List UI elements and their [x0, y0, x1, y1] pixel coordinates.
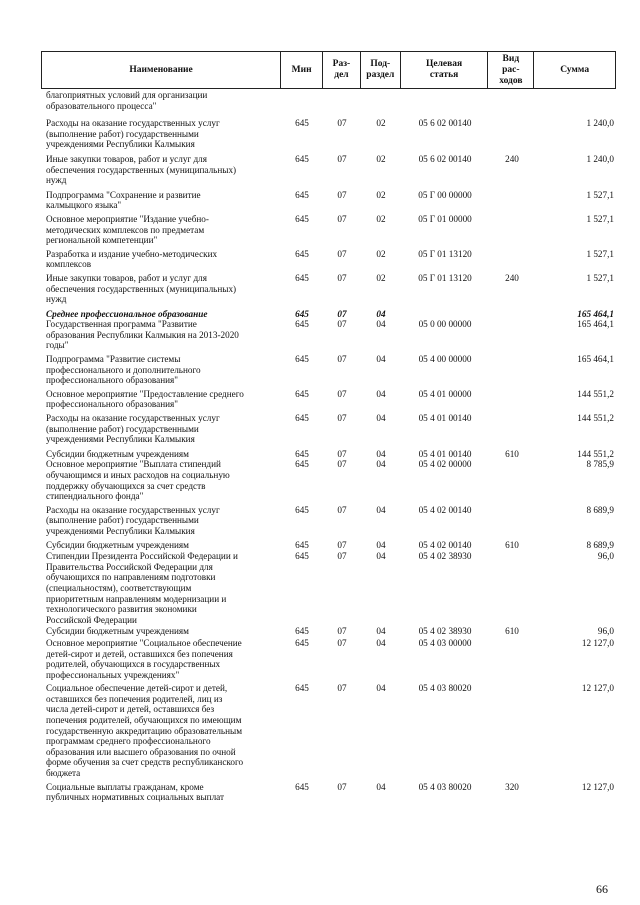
cell-name: Основное мероприятие "Издание учебно- методических комплексов по предметам региональной компетенции"	[46, 213, 209, 246]
cell-razdel: 07	[337, 189, 347, 200]
cell-razdel: 07	[337, 153, 347, 164]
cell-celevaya: 05 4 03 00000	[418, 637, 472, 648]
cell-vid: 320	[505, 781, 519, 792]
cell-min: 645	[295, 213, 309, 224]
table-row	[41, 551, 616, 625]
header-vid: Вид рас- ходов	[488, 52, 534, 88]
cell-razdel: 07	[337, 354, 347, 365]
cell-summa: 8 689,9	[586, 539, 614, 550]
table-row	[41, 459, 616, 501]
cell-celevaya: 05 4 03 80020	[418, 781, 472, 792]
cell-summa: 1 527,1	[586, 248, 614, 259]
cell-vid	[489, 249, 535, 270]
cell-razdel: 07	[337, 308, 347, 319]
cell-summa: 1 527,1	[586, 189, 614, 200]
cell-name: Расходы на оказание государственных услуг (выполнение работ) государственными учреждениями Республики Калмыкия	[46, 413, 220, 445]
cell-min: 645	[295, 248, 309, 259]
cell-razdel: 07	[337, 413, 347, 424]
cell-min: 645	[295, 781, 309, 792]
cell-razdel: 07	[337, 551, 347, 562]
cell-summa: 8 689,9	[586, 504, 614, 515]
cell-name: Основное мероприятие "Социальное обеспечение детей-сирот и детей, оставшихся без попечения родителей, обучающихся в государственных профессиональных учреждениях"	[46, 637, 242, 680]
table-row	[41, 354, 616, 386]
cell-podrazdel: 04	[376, 781, 386, 792]
cell-razdel: 07	[337, 459, 347, 470]
cell-name: Социальное обеспечение детей-сирот и детей, оставшихся без попечения родителей, лиц из числа детей-сирот и детей, оставшихся без попечения родителей, обучающихся по имеющим государственную аккредитацию образовательным программам среднего профессионального образования или высшего образования по очной форме обучения за счет средств республиканского бюджета	[46, 683, 244, 779]
cell-celevaya: 05 4 02 00140	[418, 504, 472, 515]
cell-celevaya: 05 4 02 38930	[418, 626, 472, 637]
cell-vid	[489, 683, 535, 778]
cell-vid	[489, 413, 535, 445]
table-row	[41, 118, 616, 150]
cell-summa: 12 127,0	[581, 637, 614, 648]
cell-vid: 610	[505, 448, 519, 459]
cell-summa	[535, 90, 616, 111]
cell-min: 645	[295, 388, 309, 399]
cell-podrazdel: 02	[376, 189, 386, 200]
cell-min: 645	[295, 272, 309, 283]
cell-podrazdel: 04	[376, 626, 386, 637]
cell-podrazdel: 04	[376, 413, 386, 424]
cell-summa: 144 551,2	[577, 388, 614, 399]
cell-razdel: 07	[337, 637, 347, 648]
cell-min: 645	[295, 354, 309, 365]
cell-min: 645	[295, 448, 309, 459]
cell-name: Разработка и издание учебно-методических комплексов	[46, 248, 218, 270]
cell-name: Стипендии Президента Российской Федерации и Правительства Российской Федерации для обучающихся по направлениям подготовки (специальностям), соответствующим приоритетным направлениям модернизации и технологического развития экономики Российской Федерации	[46, 551, 238, 625]
cell-razdel: 07	[337, 118, 347, 129]
cell-vid	[489, 319, 535, 351]
cell-name: Социальные выплаты гражданам, кроме публичных нормативных социальных выплат	[46, 781, 225, 803]
cell-vid	[489, 190, 535, 211]
table-row	[41, 214, 616, 246]
cell-vid	[489, 309, 535, 320]
table-row	[41, 309, 616, 320]
table-body	[41, 90, 616, 803]
cell-podrazdel: 04	[376, 388, 386, 399]
cell-vid: 240	[505, 272, 519, 283]
cell-podrazdel: 04	[376, 683, 386, 694]
table-row	[41, 413, 616, 445]
table-row	[41, 190, 616, 211]
cell-podrazdel: 02	[376, 213, 386, 224]
cell-celevaya: 05 4 00 00000	[418, 354, 472, 365]
cell-name: Субсидии бюджетным учреждениям	[46, 539, 189, 550]
cell-vid	[489, 551, 535, 625]
cell-min: 645	[295, 319, 309, 330]
cell-min: 645	[295, 504, 309, 515]
cell-name: Расходы на оказание государственных услуг (выполнение работ) государственными учреждениями Республики Калмыкия	[46, 118, 220, 150]
cell-razdel: 07	[337, 781, 347, 792]
table-row	[41, 389, 616, 410]
cell-name: Субсидии бюджетным учреждениям	[46, 448, 189, 459]
cell-celevaya: 05 Г 00 00000	[418, 189, 472, 200]
table-row	[41, 683, 616, 778]
cell-name: Основное мероприятие "Предоставление среднего профессионального образования"	[46, 388, 244, 410]
cell-celevaya: 05 4 01 00140	[418, 448, 472, 459]
cell-min: 645	[295, 459, 309, 470]
cell-podrazdel: 04	[376, 354, 386, 365]
cell-razdel: 07	[337, 683, 347, 694]
cell-vid: 240	[505, 153, 519, 164]
table-row	[41, 505, 616, 537]
cell-summa: 144 551,2	[577, 413, 614, 424]
header-celevaya: Целевая статья	[401, 52, 489, 88]
cell-razdel: 07	[337, 448, 347, 459]
cell-celevaya: 05 Г 01 13120	[418, 248, 472, 259]
cell-summa: 165 464,1	[577, 308, 614, 319]
header-razdel: Раз- дел	[323, 52, 361, 88]
cell-name: Расходы на оказание государственных услуг (выполнение работ) государственными учреждениями Республики Калмыкия	[46, 504, 220, 536]
cell-summa: 1 240,0	[586, 153, 614, 164]
table-row	[41, 638, 616, 680]
cell-min: 645	[295, 551, 309, 562]
cell-summa: 1 527,1	[586, 213, 614, 224]
cell-vid	[489, 505, 535, 537]
cell-celevaya: 05 4 02 00140	[418, 539, 472, 550]
cell-celevaya: 05 6 02 00140	[418, 118, 472, 129]
cell-razdel: 07	[337, 504, 347, 515]
table-row	[41, 626, 616, 637]
cell-podrazdel: 02	[376, 248, 386, 259]
cell-min: 645	[295, 413, 309, 424]
cell-min: 645	[295, 118, 309, 129]
table-row	[41, 449, 616, 460]
cell-vid	[489, 118, 535, 150]
cell-min	[281, 90, 323, 111]
table-row	[41, 273, 616, 305]
cell-podrazdel: 04	[376, 504, 386, 515]
cell-summa: 96,0	[597, 626, 614, 637]
cell-name: Среднее профессиональное образование	[46, 308, 208, 319]
table-row	[41, 319, 616, 351]
cell-min: 645	[295, 308, 309, 319]
cell-summa: 96,0	[597, 551, 614, 562]
cell-min: 645	[295, 153, 309, 164]
cell-podrazdel: 04	[376, 637, 386, 648]
cell-celevaya: 05 4 01 00000	[418, 388, 472, 399]
header-name: Наименование	[42, 52, 281, 88]
cell-name: благоприятных условий для организации образовательного процесса"	[46, 90, 208, 111]
cell-razdel: 07	[337, 388, 347, 399]
cell-vid	[489, 214, 535, 246]
table-row	[41, 782, 616, 803]
cell-podrazdel: 04	[376, 319, 386, 330]
cell-vid	[489, 354, 535, 386]
cell-razdel: 07	[337, 319, 347, 330]
cell-podrazdel: 04	[376, 551, 386, 562]
cell-name: Государственная программа "Развитие образования Республики Калмыкия на 2013-2020 годы"	[46, 319, 239, 351]
cell-podrazdel: 02	[376, 118, 386, 129]
cell-celevaya: 05 Г 01 00000	[418, 213, 472, 224]
cell-razdel: 07	[337, 248, 347, 259]
cell-name: Подпрограмма "Развитие системы профессионального и дополнительного профессионального образования"	[46, 354, 201, 386]
cell-summa: 1 240,0	[586, 118, 614, 129]
cell-summa: 1 527,1	[586, 272, 614, 283]
cell-razdel	[323, 90, 361, 111]
cell-razdel: 07	[337, 272, 347, 283]
cell-vid	[489, 638, 535, 680]
cell-summa: 12 127,0	[581, 781, 614, 792]
cell-celevaya: 05 4 03 80020	[418, 683, 472, 694]
cell-razdel: 07	[337, 626, 347, 637]
cell-vid	[489, 389, 535, 410]
cell-podrazdel: 04	[376, 308, 386, 319]
cell-name: Подпрограмма "Сохранение и развитие калмыцкого языка"	[46, 189, 201, 211]
cell-name: Основное мероприятие "Выплата стипендий обучающимся и иных расходов на социальную поддержку обучающихся за счет средств стипендиального фонда"	[46, 459, 230, 502]
cell-podrazdel: 04	[376, 459, 386, 470]
cell-summa: 165 464,1	[577, 319, 614, 330]
table-row	[41, 154, 616, 186]
table-row	[41, 540, 616, 551]
cell-min: 645	[295, 539, 309, 550]
page-number: 66	[596, 882, 608, 896]
cell-podrazdel: 04	[376, 448, 386, 459]
table-row	[41, 249, 616, 270]
cell-razdel: 07	[337, 213, 347, 224]
cell-celevaya: 05 6 02 00140	[418, 153, 472, 164]
cell-razdel: 07	[337, 539, 347, 550]
cell-podrazdel: 04	[376, 539, 386, 550]
header-summa: Сумма	[560, 64, 590, 75]
cell-name: Субсидии бюджетным учреждениям	[46, 626, 189, 637]
cell-summa: 165 464,1	[577, 354, 614, 365]
header-podrazdel: Под- раздел	[361, 52, 401, 88]
cell-podrazdel: 02	[376, 153, 386, 164]
cell-min: 645	[295, 683, 309, 694]
cell-name: Иные закупки товаров, работ и услуг для обеспечения государственных (муниципальных) нужд	[46, 153, 237, 186]
table-row	[41, 90, 616, 111]
cell-podrazdel	[361, 90, 401, 111]
cell-summa: 8 785,9	[586, 459, 614, 470]
cell-vid: 610	[505, 626, 519, 637]
cell-summa: 144 551,2	[577, 448, 614, 459]
cell-min: 645	[295, 626, 309, 637]
cell-celevaya: 05 0 00 00000	[418, 319, 472, 330]
cell-min: 645	[295, 637, 309, 648]
cell-summa: 12 127,0	[581, 683, 614, 694]
cell-celevaya: 05 4 01 00140	[418, 413, 472, 424]
cell-vid	[489, 459, 535, 501]
cell-min: 645	[295, 189, 309, 200]
cell-celevaya	[401, 309, 489, 320]
cell-celevaya: 05 4 02 38930	[418, 551, 472, 562]
cell-podrazdel: 02	[376, 272, 386, 283]
cell-vid: 610	[505, 539, 519, 550]
table-header	[41, 51, 616, 89]
cell-celevaya	[401, 90, 489, 111]
cell-vid	[489, 90, 535, 111]
cell-celevaya: 05 4 02 00000	[418, 459, 472, 470]
cell-celevaya: 05 Г 01 13120	[418, 272, 472, 283]
cell-name: Иные закупки товаров, работ и услуг для обеспечения государственных (муниципальных) нужд	[46, 272, 237, 305]
header-min: Мин	[281, 52, 323, 88]
